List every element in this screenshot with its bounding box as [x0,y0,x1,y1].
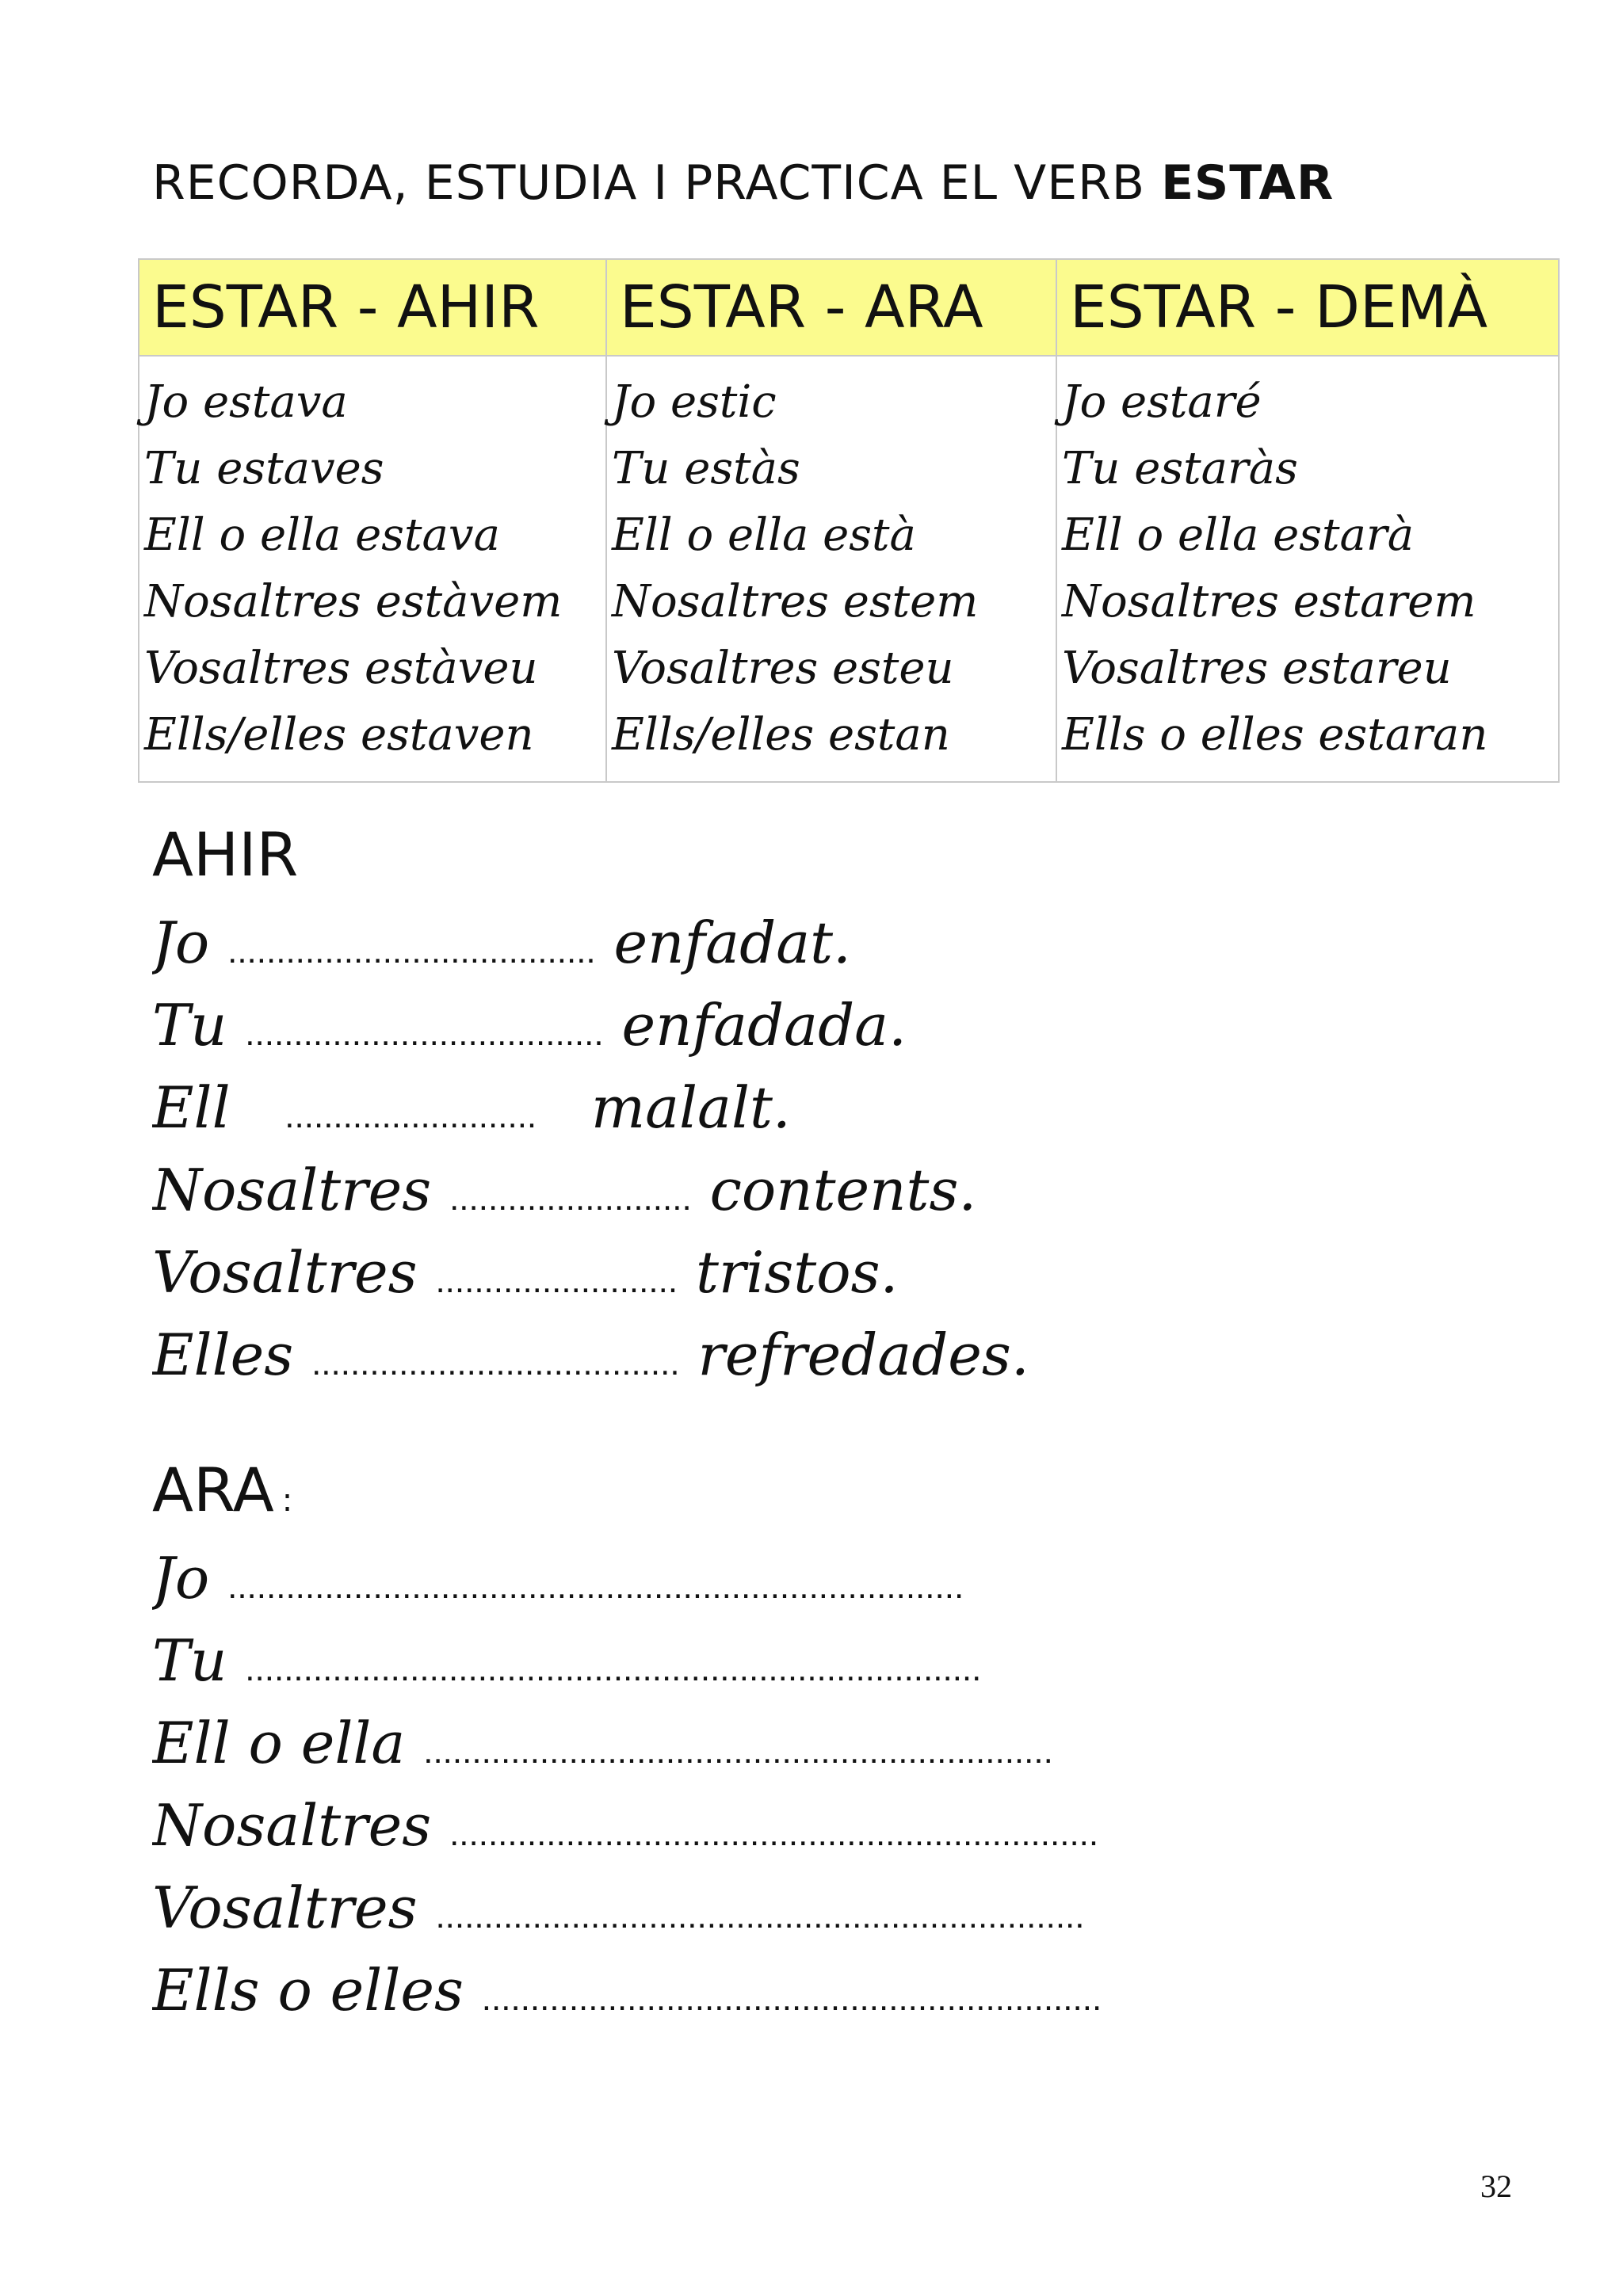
exercise-subject: Ell o ella [152,1710,406,1776]
ara-heading [152,1455,292,1525]
exercise-line [152,1784,1499,1867]
blank-fill-line[interactable]: .......................... [285,1097,537,1135]
conjugation-form: Jo estava [144,376,348,428]
conjugation-form: Nosaltres estàvem [144,576,563,627]
exercise-ending: malalt. [590,1074,791,1141]
page-title-prefix: RECORDA, ESTUDIA I PRACTICA EL VERB [152,155,1162,211]
table-body-row [139,356,1559,782]
exercise-subject: Nosaltres [152,1792,432,1859]
conjugation-form: Ell o ella estava [144,509,500,561]
exercise-line [152,1149,1499,1231]
page-title [152,155,1334,211]
ara-heading-colon: : [281,1482,293,1519]
exercise-ending: tristos. [695,1239,899,1306]
exercise-subject: Vosaltres [152,1239,418,1306]
exercise-subject: Tu [152,992,227,1058]
exercise-subject: Ells o elles [152,1957,464,2023]
table-header-row [139,259,1559,356]
exercise-line [152,1066,1499,1149]
exercise-subject: Elles [152,1322,294,1388]
blank-fill-line[interactable]: ............................................................................ [227,1567,964,1606]
ahir-exercise [152,902,1499,1396]
conjugation-form: Tu estaràs [1062,443,1298,494]
blank-fill-line[interactable]: ................................................................... [449,1814,1099,1853]
exercise-line [152,1949,1499,2031]
conjugation-form: Ell o ella està [612,509,916,561]
blank-fill-line[interactable]: ................................................................... [435,1897,1085,1936]
exercise-ending: enfadat. [613,910,851,976]
conjugation-form: Jo estic [612,376,777,428]
header-ara: ESTAR - ARA [606,259,1056,356]
conjugation-form: Vosaltres estàveu [144,643,538,694]
blank-fill-line[interactable]: ..................................... [245,1014,604,1053]
conjugation-form: Tu estaves [144,443,384,494]
conjugation-form: Ells o elles estaran [1062,709,1488,761]
ara-exercise [152,1537,1499,2031]
exercise-line [152,1702,1499,1784]
conjugation-form: Nosaltres estarem [1062,576,1476,627]
exercise-ending: contents. [709,1157,977,1223]
blank-fill-line[interactable]: ................................................................ [481,1979,1102,2018]
conjugation-form: Nosaltres estem [612,576,979,627]
page-title-verb: ESTAR [1161,155,1335,211]
exercise-line [152,1619,1499,1702]
ara-heading-text: ARA [152,1455,274,1525]
conjugation-form: Vosaltres esteu [612,643,954,694]
ahir-heading-text: AHIR [152,819,299,890]
exercise-subject: Jo [152,910,210,976]
blank-fill-line[interactable]: ................................................................. [423,1732,1053,1771]
exercise-line [152,1231,1499,1314]
exercise-subject: Tu [152,1627,227,1694]
conjugation-form: Tu estàs [612,443,800,494]
column-ara [606,356,1056,782]
conjugation-form: Vosaltres estareu [1062,643,1452,694]
conjugation-table [138,258,1560,783]
conjugation-form: Jo estaré [1062,376,1262,428]
ahir-heading [152,819,298,890]
blank-fill-line[interactable]: ...................................... [311,1344,680,1383]
blank-fill-line[interactable]: ............................................................................ [245,1650,982,1688]
conjugation-form: Ells/elles estan [612,709,950,761]
header-dema: ESTAR - DEMÀ [1056,259,1559,356]
exercise-line [152,902,1499,984]
exercise-subject: Jo [152,1545,210,1611]
blank-fill-line[interactable]: ...................................... [227,932,596,971]
page-number: 32 [1480,2168,1512,2204]
exercise-line [152,1537,1499,1619]
exercise-line [152,1867,1499,1949]
conjugation-form: Ell o ella estarà [1062,509,1415,561]
exercise-ending: enfadada. [621,992,907,1058]
column-ahir [139,356,606,782]
blank-fill-line[interactable]: ......................... [435,1261,678,1300]
blank-fill-line[interactable]: ......................... [449,1179,692,1218]
exercise-subject: Vosaltres [152,1875,418,1941]
header-ahir: ESTAR - AHIR [139,259,606,356]
exercise-subject: Ell [152,1074,231,1141]
exercise-line [152,1314,1499,1396]
exercise-ending: refredades. [697,1322,1029,1388]
conjugation-form: Ells/elles estaven [144,709,534,761]
column-dema [1056,356,1559,782]
exercise-subject: Nosaltres [152,1157,432,1223]
exercise-line [152,984,1499,1066]
